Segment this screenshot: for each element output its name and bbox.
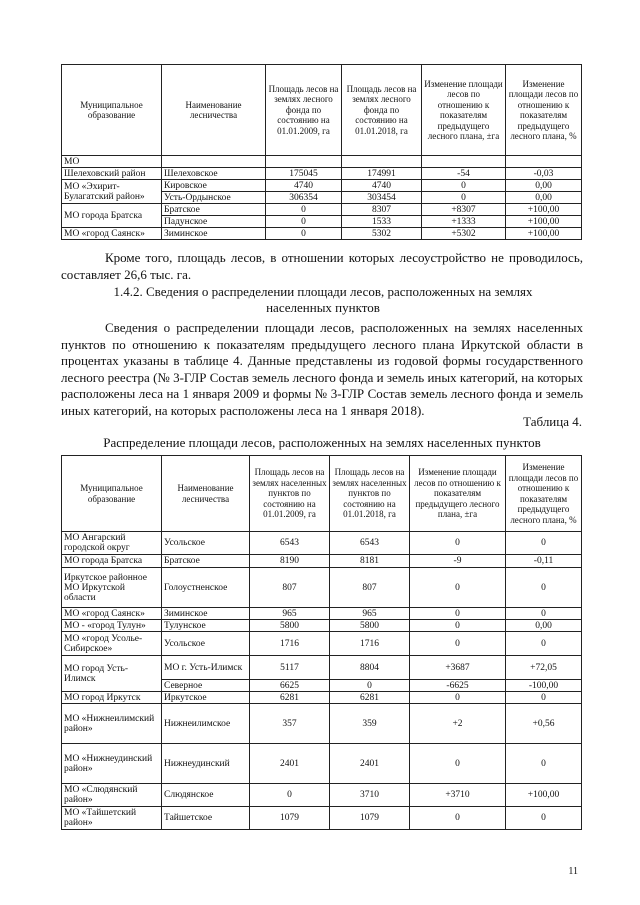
- cell-change-pct: 0: [506, 692, 582, 704]
- table-row: [62, 620, 582, 632]
- cell-forestry: МО г. Усть-Илимск: [162, 656, 250, 680]
- untaxed-forest-paragraph: Кроме того, площадь лесов, в отношении которых лесоустройство не проводилось, составляет 26,6 тыс. га.: [61, 250, 583, 282]
- cell-area-2009: 357: [250, 704, 330, 744]
- cell-area-2018: 8307: [342, 204, 422, 216]
- cell-municipality: МО «Тайшетский район»: [62, 807, 162, 830]
- cell-area-2009: 0: [250, 784, 330, 807]
- cell-change-pct: 0: [506, 568, 582, 608]
- cell-municipality: МО «город Усолье-Сибирское»: [62, 632, 162, 656]
- cell-area-2009: 807: [250, 568, 330, 608]
- cell-change-pct: +100,00: [506, 228, 582, 240]
- cell-change-pct: 0: [506, 632, 582, 656]
- cell-forestry: Тулунское: [162, 620, 250, 632]
- cell-change-ha: +8307: [422, 204, 506, 216]
- cell-forestry: Голоустненское: [162, 568, 250, 608]
- section-paragraph: Сведения о распределении площади лесов, расположенных на землях населенных пунктов по отношению к показателям предыдущего лесного плана Иркутской области в процентах указаны в таблице 4. Данные представлены из годовой формы государственного лесного реестра (№ 3-ГЛР Состав земель лесного фонда и земель иных категорий, на которых расположены леса на 1 января 2009 и формы № 3-ГЛР Состав земель лесного фонда и земель иных категорий, на которых расположены леса на 1 января 2018).: [61, 320, 583, 418]
- cell-area-2018: 303454: [342, 192, 422, 204]
- table-row: [62, 692, 582, 704]
- forest-fund-table: [61, 64, 582, 240]
- cell-area-2018: 5302: [342, 228, 422, 240]
- table-row: [62, 204, 582, 216]
- cell-forestry: Зиминское: [162, 608, 250, 620]
- table-row: [62, 568, 582, 608]
- cell-forestry: Иркутское: [162, 692, 250, 704]
- cell-municipality: МО «Эхирит-Булагатский район»: [62, 180, 162, 204]
- cell-change-ha: +2: [410, 704, 506, 744]
- cell-forestry: Шелеховское: [162, 168, 266, 180]
- cell-area-2009: 1079: [250, 807, 330, 830]
- cell-area-2018: 174991: [342, 168, 422, 180]
- cell-forestry: Слюдянское: [162, 784, 250, 807]
- cell-area-2009: 4740: [266, 180, 342, 192]
- cell-area-2018: 1533: [342, 216, 422, 228]
- table-row: [62, 704, 582, 744]
- cell-area-2009: 175045: [266, 168, 342, 180]
- header-forestry: Наименование лесничества: [162, 456, 250, 532]
- cell-forestry: Северное: [162, 680, 250, 692]
- cell-area-2018: 5800: [330, 620, 410, 632]
- table-row: [62, 532, 582, 555]
- cell-area-2018: 6281: [330, 692, 410, 704]
- cell-change-pct: 0,00: [506, 620, 582, 632]
- header-change-ha: Изменение площади лесов по отношению к показателям предыдущего лесного плана, ±га: [410, 456, 506, 532]
- cell-change-ha: +3687: [410, 656, 506, 680]
- cell-forestry: Братское: [162, 555, 250, 568]
- header-forestry: Наименование лесничества: [162, 65, 266, 156]
- cell-forestry: Нижнеудинский: [162, 744, 250, 784]
- table-row: [62, 555, 582, 568]
- cell-area-2018: 3710: [330, 784, 410, 807]
- table-row: [62, 744, 582, 784]
- cell-municipality: МО города Братска: [62, 204, 162, 228]
- cell-area-2009: 6625: [250, 680, 330, 692]
- cell-change-ha: 0: [410, 608, 506, 620]
- page-number: 11: [568, 866, 578, 877]
- table-header-row: [62, 65, 582, 156]
- cell-change-ha: 0: [422, 180, 506, 192]
- cell-forestry: Братское: [162, 204, 266, 216]
- cell-change-pct: 0: [506, 532, 582, 555]
- cell-change-pct: -100,00: [506, 680, 582, 692]
- header-change-ha: Изменение площади лесов по отношению к показателям предыдущего лесного плана, ±га: [422, 65, 506, 156]
- cell-forestry: Тайшетское: [162, 807, 250, 830]
- table-row: [62, 632, 582, 656]
- header-area-2009: Площадь лесов на землях населенных пунктов по состоянию на 01.01.2009, га: [250, 456, 330, 532]
- table-label: Таблица 4.: [523, 414, 582, 429]
- cell-area-2018: 1716: [330, 632, 410, 656]
- cell-municipality: Иркутское районное МО Иркутской области: [62, 568, 162, 608]
- cell-forestry: Усть-Ордынское: [162, 192, 266, 204]
- cell-area-2009: 2401: [250, 744, 330, 784]
- settlement-forest-table: [61, 455, 582, 830]
- cell-change-ha: +5302: [422, 228, 506, 240]
- header-municipality: Муниципальное образование: [62, 65, 162, 156]
- cell-area-2018: 8181: [330, 555, 410, 568]
- cell-municipality: Шелеховский район: [62, 168, 162, 180]
- header-municipality: Муниципальное образование: [62, 456, 162, 532]
- cell-change-ha: 0: [410, 692, 506, 704]
- cell-change-pct: +72,05: [506, 656, 582, 680]
- cell-municipality: МО «город Саянск»: [62, 608, 162, 620]
- cell-change-pct: +0,56: [506, 704, 582, 744]
- cell-area-2018: 807: [330, 568, 410, 608]
- cell-area-2009: 8190: [250, 555, 330, 568]
- mo-label: МО: [62, 156, 162, 168]
- table-row: [62, 784, 582, 807]
- cell-change-pct: 0: [506, 608, 582, 620]
- cell-forestry: Кировское: [162, 180, 266, 192]
- cell-municipality: МО «Нижнеилимский район»: [62, 704, 162, 744]
- header-area-2018: Площадь лесов на землях населенных пунктов по состоянию на 01.01.2018, га: [330, 456, 410, 532]
- cell-area-2009: 306354: [266, 192, 342, 204]
- header-area-2009: Площадь лесов на землях лесного фонда по состоянию на 01.01.2009, га: [266, 65, 342, 156]
- cell-area-2018: 359: [330, 704, 410, 744]
- cell-area-2009: 0: [266, 216, 342, 228]
- cell-area-2009: 5800: [250, 620, 330, 632]
- cell-change-ha: 0: [410, 568, 506, 608]
- table-row: [62, 656, 582, 680]
- cell-municipality: МО города Братска: [62, 555, 162, 568]
- cell-municipality: МО «Нижнеудинский район»: [62, 744, 162, 784]
- cell-municipality: МО город Иркутск: [62, 692, 162, 704]
- cell-area-2009: 965: [250, 608, 330, 620]
- cell-municipality: МО «город Саянск»: [62, 228, 162, 240]
- cell-change-pct: 0,00: [506, 180, 582, 192]
- cell-area-2018: 0: [330, 680, 410, 692]
- cell-change-ha: -54: [422, 168, 506, 180]
- cell-area-2018: 4740: [342, 180, 422, 192]
- header-change-pct: Изменение площади лесов по отношению к показателям предыдущего лесного плана, %: [506, 65, 582, 156]
- cell-change-pct: 0: [506, 744, 582, 784]
- cell-area-2018: 6543: [330, 532, 410, 555]
- table-row: [62, 807, 582, 830]
- cell-forestry: Падунское: [162, 216, 266, 228]
- table-row: [62, 228, 582, 240]
- cell-forestry: Нижнеилимское: [162, 704, 250, 744]
- cell-change-ha: +3710: [410, 784, 506, 807]
- cell-change-ha: 0: [410, 744, 506, 784]
- cell-area-2018: 965: [330, 608, 410, 620]
- table-header-row: [62, 456, 582, 532]
- cell-municipality: МО «Слюдянский район»: [62, 784, 162, 807]
- cell-area-2018: 8804: [330, 656, 410, 680]
- cell-change-pct: +100,00: [506, 204, 582, 216]
- cell-change-ha: 0: [422, 192, 506, 204]
- cell-change-ha: 0: [410, 632, 506, 656]
- cell-area-2009: 1716: [250, 632, 330, 656]
- cell-change-pct: 0,00: [506, 192, 582, 204]
- cell-change-ha: 0: [410, 620, 506, 632]
- section-heading: 1.4.2. Сведения о распределении площади лесов, расположенных на землях населенных пунктов: [113, 284, 533, 315]
- cell-municipality: МО Ангарский городской округ: [62, 532, 162, 555]
- cell-area-2009: 0: [266, 228, 342, 240]
- header-change-pct: Изменение площади лесов по отношению к показателям предыдущего лесного плана, %: [506, 456, 582, 532]
- cell-change-pct: 0: [506, 807, 582, 830]
- cell-change-ha: 0: [410, 807, 506, 830]
- cell-change-pct: -0,11: [506, 555, 582, 568]
- cell-change-pct: -0,03: [506, 168, 582, 180]
- cell-area-2018: 2401: [330, 744, 410, 784]
- cell-area-2009: 6281: [250, 692, 330, 704]
- cell-municipality: МО город Усть-Илимск: [62, 656, 162, 692]
- table-row: [62, 168, 582, 180]
- cell-forestry: Усольское: [162, 632, 250, 656]
- cell-forestry: Зиминское: [162, 228, 266, 240]
- table-row: [62, 180, 582, 192]
- cell-change-ha: 0: [410, 532, 506, 555]
- table-row: [62, 156, 582, 168]
- cell-area-2009: 6543: [250, 532, 330, 555]
- cell-municipality: МО - «город Тулун»: [62, 620, 162, 632]
- cell-area-2009: 0: [266, 204, 342, 216]
- header-area-2018: Площадь лесов на землях лесного фонда по состоянию на 01.01.2018, га: [342, 65, 422, 156]
- cell-change-ha: -9: [410, 555, 506, 568]
- cell-forestry: Усольское: [162, 532, 250, 555]
- table-caption: Распределение площади лесов, расположенных на землях населенных пунктов: [103, 435, 541, 450]
- cell-area-2009: 5117: [250, 656, 330, 680]
- table-row: [62, 608, 582, 620]
- cell-change-pct: +100,00: [506, 784, 582, 807]
- cell-change-ha: +1333: [422, 216, 506, 228]
- cell-area-2018: 1079: [330, 807, 410, 830]
- cell-change-pct: +100,00: [506, 216, 582, 228]
- cell-change-ha: -6625: [410, 680, 506, 692]
